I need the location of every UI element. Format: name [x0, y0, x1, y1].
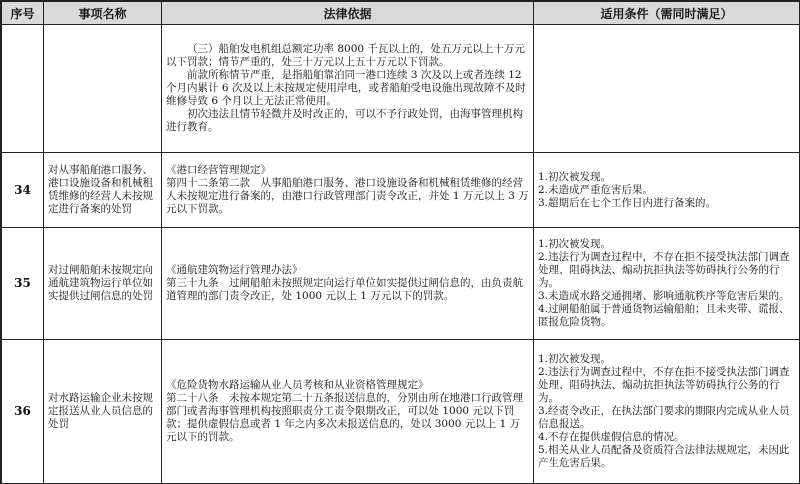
table-header-row: [2, 2, 800, 25]
condition-item: 4.不存在提供虚假信息的情况。: [538, 431, 685, 443]
row-item: 对水路运输企业未按规定报送从业人员信息的处罚: [44, 340, 162, 484]
table-row: [2, 153, 800, 228]
basis-regulation-title: 《通航建筑物运行管理办法》: [166, 264, 303, 276]
header-basis: 法律依据: [162, 2, 534, 25]
basis-paragraph: 初次违法且情节轻微并及时改正的，可以不予行政处罚，由海事管理机构进行教育。: [166, 108, 523, 133]
header-conditions: 适用条件（需同时满足）: [534, 2, 800, 25]
basis-paragraph: 第二十八条 未按本规定第二十五条报送信息的，分别由所在地港口行政管理部门或者海事管理机构按照职责分工责令限期改正，可以处 1000 元以下罚款；提供虚假信息或者 1 年之内多次未报送信息的，处以 3000 元以上 1 万元以下的罚款。: [166, 392, 523, 443]
row-item: 对过闸船舶未按规定向通航建筑物运行单位如实提供过闸信息的处罚: [44, 228, 162, 340]
row-basis: [162, 25, 534, 153]
condition-item: 3.超期后在七个工作日内进行备案的。: [538, 196, 717, 209]
legal-basis-table: [1, 1, 800, 484]
table-row: [2, 228, 800, 340]
basis-paragraph: 第四十二条第二款 从事船舶港口服务、港口设施设备和机械租赁维修的经营人未按规定进行备案的，由港口行政管理部门责令改正，并处 1 万元以上 3 万元以下罚款。: [166, 177, 529, 215]
row-seq: 34: [2, 153, 44, 228]
row-seq: 36: [2, 340, 44, 484]
header-seq: 序号: [2, 2, 44, 25]
row-basis: [162, 340, 534, 484]
condition-item: 1.初次被发现。: [538, 170, 612, 183]
row-conditions: [534, 153, 800, 228]
table-row: [2, 340, 800, 484]
condition-item: 2.违法行为调查过程中，不存在拒不接受执法部门调查处理、阻碍执法、煽动抗拒执法等妨碍执行公务的行为。: [538, 366, 790, 404]
condition-item: 2.违法行为调查过程中，不存在拒不接受执法部门调查处理、阻碍执法、煽动抗拒执法等妨碍执行公务的行为。: [538, 251, 790, 289]
header-item: 事项名称: [44, 2, 162, 25]
basis-paragraph: （三）船舶发电机组总额定功率 8000 千瓦以上的，处五万元以上十万元以下罚款；情节严重的，处三十万元以上五十万元以下罚款。: [166, 43, 525, 68]
row-basis: [162, 228, 534, 340]
condition-item: 5.相关从业人员配备及资质符合法律法规规定，未因此产生危害后果。: [538, 444, 790, 469]
condition-item: 4.过闸船舶属于普通货物运输船舶；且未夹带、谎报、匿报危险货物。: [538, 303, 790, 328]
row-seq: 35: [2, 228, 44, 340]
condition-item: 1.初次被发现。: [538, 353, 612, 365]
basis-regulation-title: 《港口经营管理规定》: [166, 164, 271, 176]
row-conditions: [534, 25, 800, 153]
basis-paragraph: 前款所称情节严重，是指船舶靠泊同一港口连续 3 次及以上或者连续 12 个月内累计 6 次及以上未按规定使用岸电，或者船舶受电设施出现故障不及时维修导致 6 个月以上无法正常使用。: [166, 69, 526, 107]
row-basis: [162, 153, 534, 228]
basis-paragraph: 第三十九条 过闸船舶未按照规定向运行单位如实提供过闸信息的，由负责航道管理的部门责令改正，处 1000 元以上 1 万元以下的罚款。: [166, 277, 523, 302]
condition-item: 3.经责令改正，在执法部门要求的期限内完成从业人员信息报送。: [538, 405, 790, 430]
basis-regulation-title: 《危险货物水路运输从业人员考核和从业资格管理规定》: [166, 379, 429, 391]
row-conditions: [534, 340, 800, 484]
row-conditions: [534, 228, 800, 340]
row-item: 对从事船舶港口服务、港口设施设备和机械租赁维修的经营人未按规定进行备案的处罚: [44, 153, 162, 228]
row-seq: [2, 25, 44, 153]
table-row: [2, 25, 800, 153]
row-item: [44, 25, 162, 153]
condition-item: 3.未造成水路交通拥堵、影响通航秩序等危害后果的。: [538, 290, 790, 302]
condition-item: 2.未造成严重危害后果。: [538, 183, 654, 196]
condition-item: 1.初次被发现。: [538, 238, 612, 250]
